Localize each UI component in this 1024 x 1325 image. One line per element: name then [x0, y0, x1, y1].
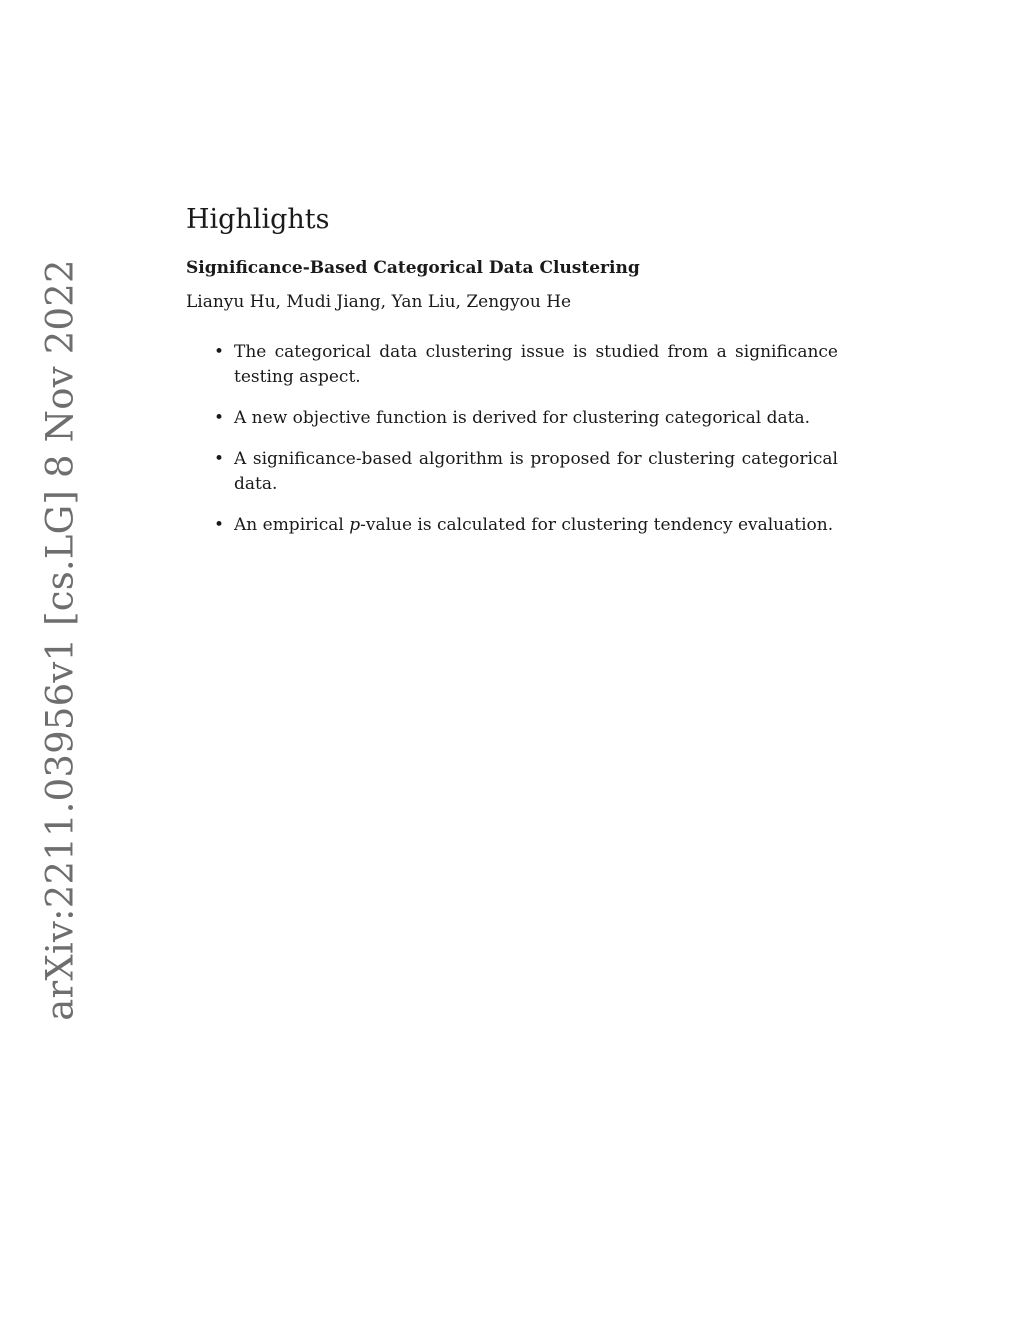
highlight-text: A significance-based algorithm is proposed for clustering categorical data.: [234, 449, 838, 494]
bullet-icon: •: [214, 515, 225, 535]
arxiv-identifier-stamp: arXiv:2211.03956v1 [cs.LG] 8 Nov 2022: [38, 259, 82, 1021]
highlight-item: [186, 513, 838, 538]
author-list: Lianyu Hu, Mudi Jiang, Yan Liu, Zengyou He: [186, 292, 572, 312]
bullet-icon: •: [214, 449, 225, 469]
highlight-item: [186, 340, 838, 390]
paper-title: Significance-Based Categorical Data Clustering: [186, 258, 640, 278]
highlights-list: [186, 340, 838, 554]
bullet-icon: •: [214, 342, 225, 362]
highlight-item: [186, 406, 838, 431]
highlight-text: A new objective function is derived for clustering categorical data.: [234, 408, 811, 428]
highlight-item: [186, 447, 838, 497]
section-title: Highlights: [186, 204, 330, 235]
highlight-text: An empirical p-value is calculated for clustering tendency evaluation.: [234, 515, 834, 535]
bullet-icon: •: [214, 408, 225, 428]
highlight-text: The categorical data clustering issue is studied from a significance testing aspect.: [234, 342, 838, 387]
